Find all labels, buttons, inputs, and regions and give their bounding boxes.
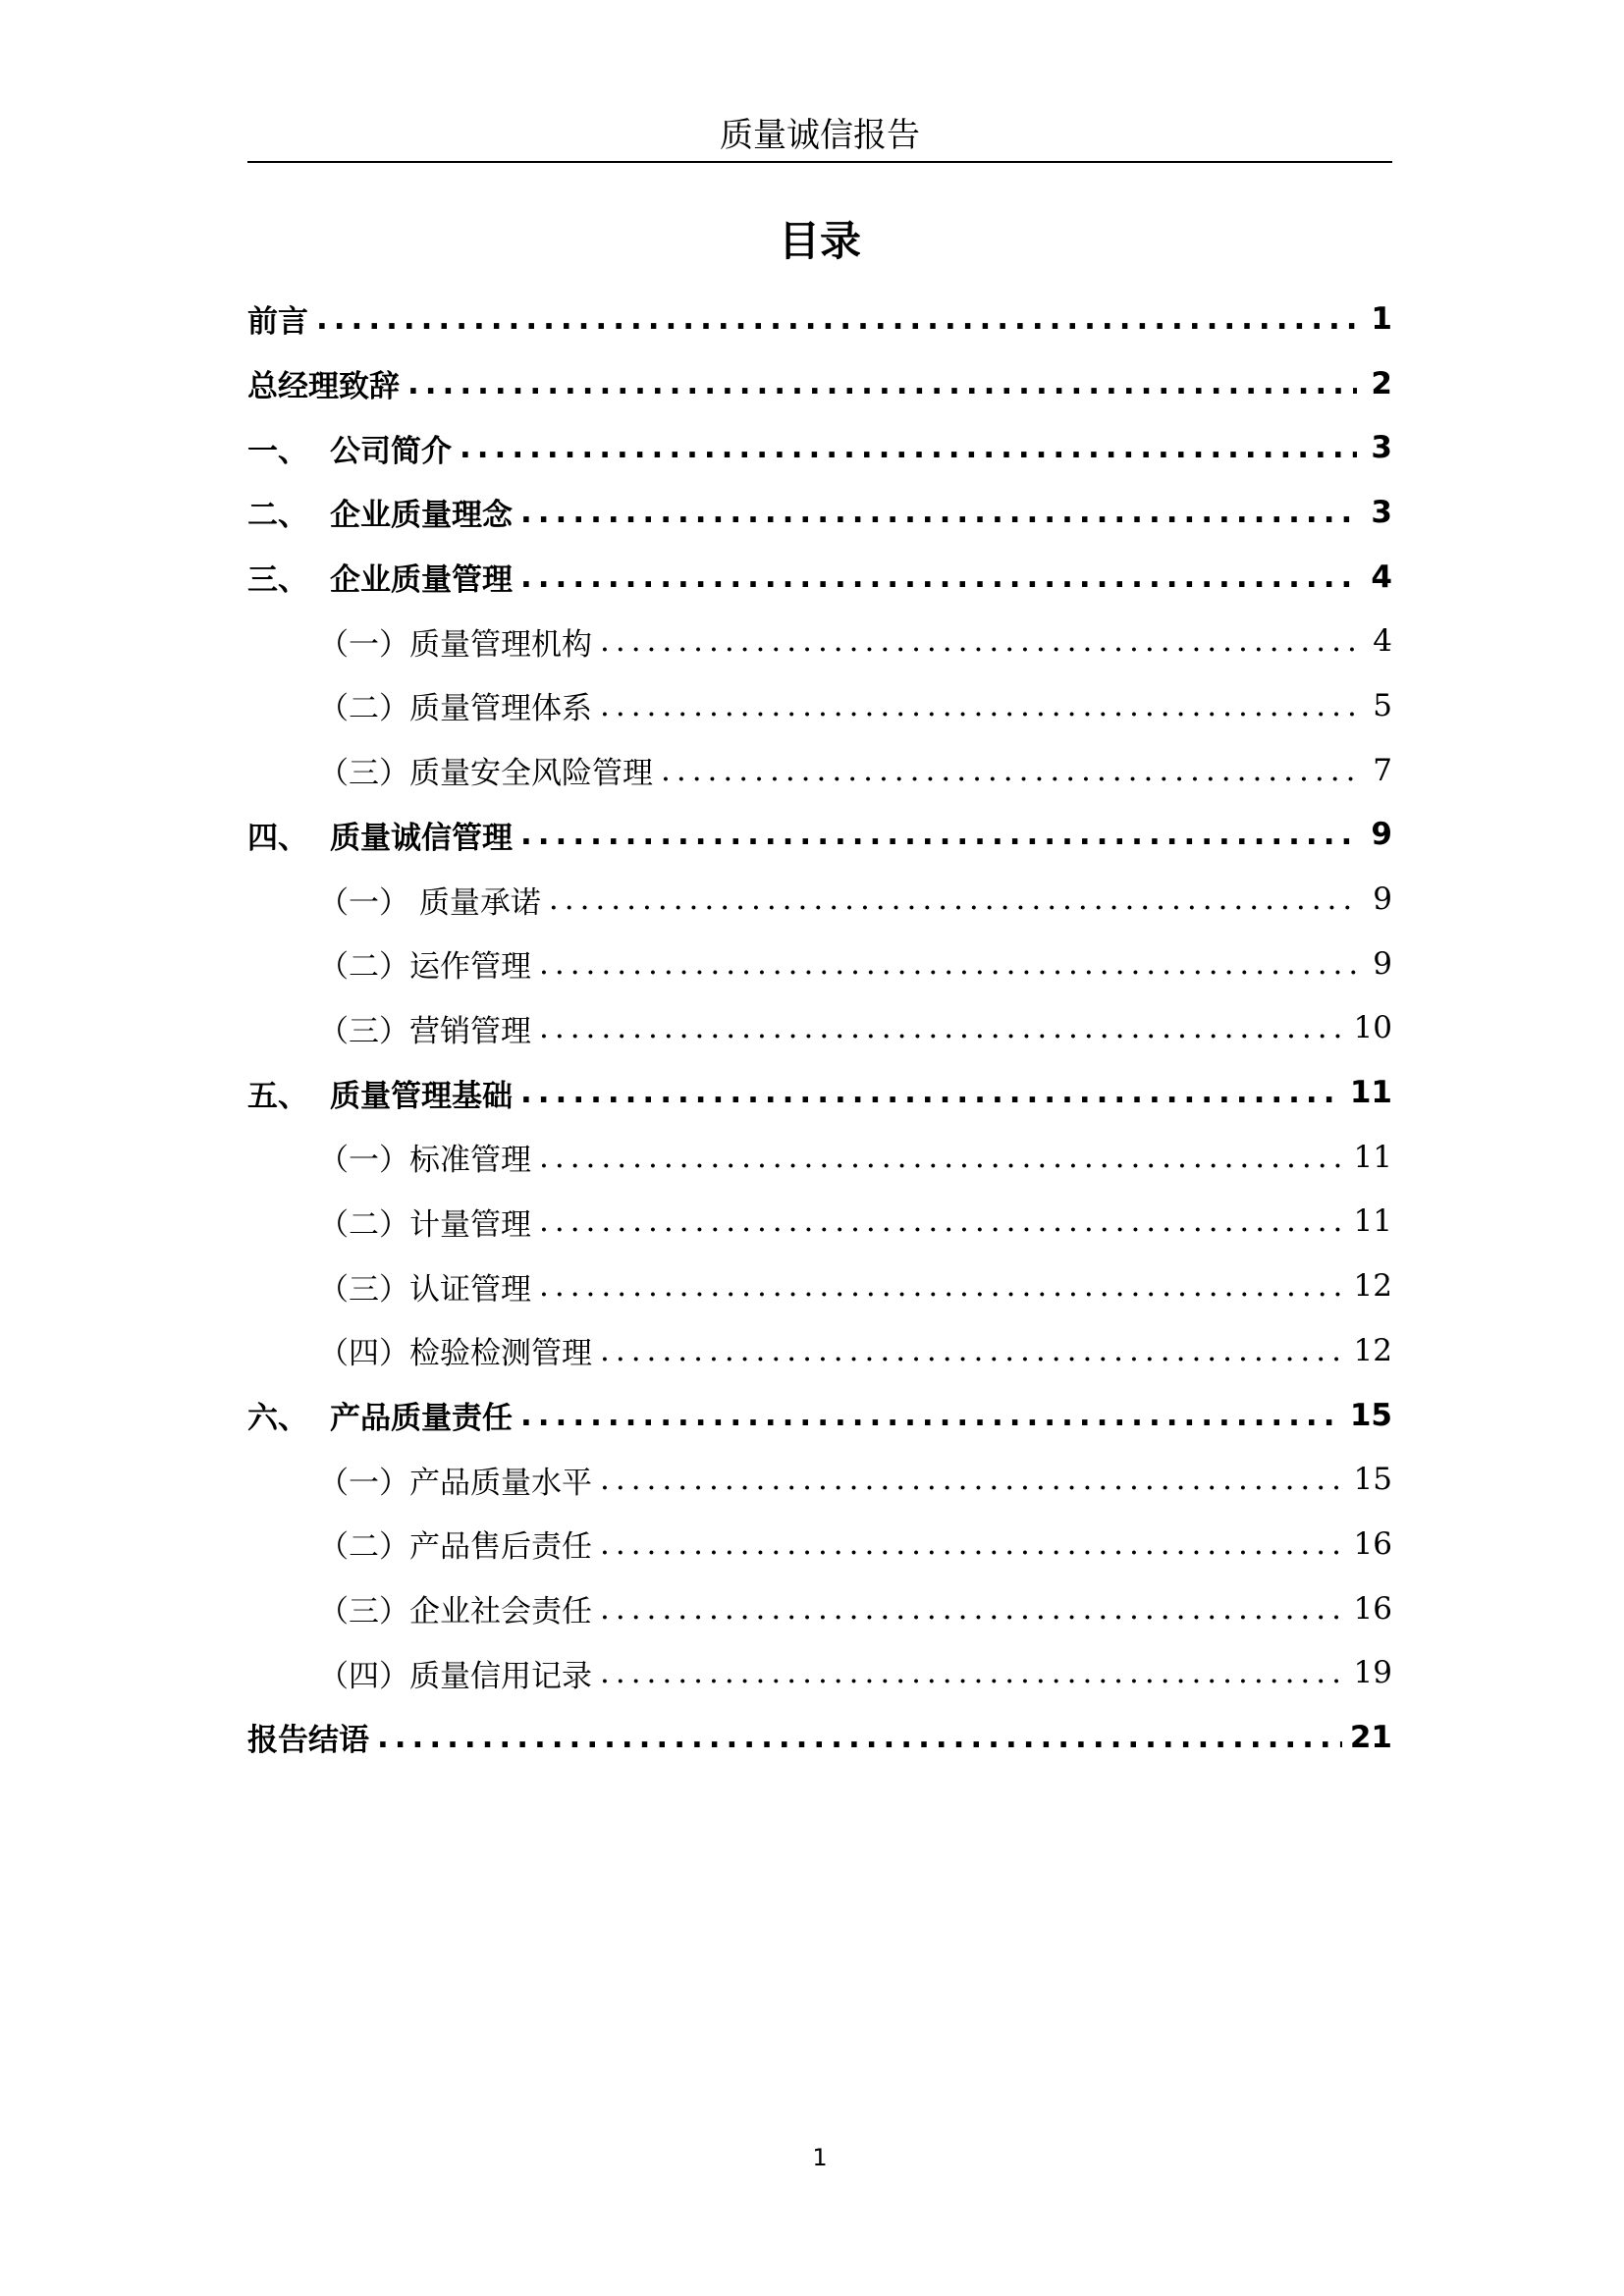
toc-dot-leader (600, 1462, 1346, 1497)
toc-entry-page: 9 (1371, 817, 1392, 853)
toc-entry-number: （三） (318, 756, 409, 792)
toc-entry-label: 公司简介 (330, 433, 452, 469)
toc-entry-page: 15 (1353, 1462, 1392, 1498)
toc-dot-leader (600, 1333, 1346, 1368)
toc-dot-leader (539, 1203, 1346, 1239)
toc-entry-page: 4 (1373, 623, 1392, 660)
toc-entry[interactable] (247, 738, 1392, 803)
toc-entry-label: 检验检测管理 (409, 1336, 592, 1372)
toc-entry[interactable] (247, 415, 1392, 480)
toc-entry-label: 质量承诺 (409, 884, 541, 921)
toc-entry-number: 一、 (247, 433, 308, 469)
toc-entry-number: （三） (318, 1013, 409, 1049)
toc-entry-page: 9 (1373, 945, 1392, 982)
toc-entry-label: 计量管理 (409, 1206, 531, 1243)
toc-entry[interactable] (247, 803, 1392, 868)
toc-dot-leader (316, 301, 1357, 337)
toc-entry-label: 报告结语 (247, 1723, 369, 1759)
toc-dot-leader (539, 1140, 1346, 1175)
toc-entry-label: 质量管理机构 (409, 626, 592, 663)
toc-entry-number: （一） (318, 1465, 409, 1501)
toc-entry-label: 前言 (247, 304, 308, 341)
toc-entry[interactable] (247, 287, 1392, 351)
toc-entry-page: 11 (1353, 1203, 1392, 1240)
toc-entry-page: 9 (1373, 881, 1392, 918)
toc-dot-leader (549, 881, 1357, 917)
toc-entry-page: 12 (1353, 1332, 1392, 1368)
toc-entry-label: 企业质量管理 (330, 562, 513, 599)
page-number: 1 (812, 2144, 828, 2171)
toc-title: 目录 (778, 217, 861, 265)
toc-entry[interactable] (247, 1383, 1392, 1448)
toc-entry[interactable] (247, 1705, 1392, 1770)
toc-dot-leader (539, 1268, 1346, 1304)
toc-entry[interactable] (247, 480, 1392, 545)
toc-entry-label: 产品质量责任 (330, 1401, 513, 1437)
toc-entry-label: 总经理致辞 (247, 369, 400, 405)
toc-entry-label: 产品售后责任 (409, 1529, 592, 1566)
toc-dot-leader (520, 495, 1357, 530)
toc-entry-label: 质量信用记录 (409, 1658, 592, 1694)
toc-entry-number: （二） (318, 949, 409, 986)
toc-entry[interactable] (247, 996, 1392, 1061)
toc-entry-number: （二） (318, 1206, 409, 1243)
toc-entry-page: 11 (1349, 1075, 1392, 1111)
toc-entry[interactable] (247, 545, 1392, 610)
toc-entry-number: （三） (318, 1594, 409, 1630)
toc-entry-number: （一） (318, 884, 409, 921)
toc-entry-number: （四） (318, 1336, 409, 1372)
toc-entry-page: 4 (1371, 559, 1392, 595)
toc-dot-leader (600, 1655, 1346, 1690)
toc-entry-page: 3 (1371, 494, 1392, 530)
toc-dot-leader (600, 1591, 1346, 1627)
toc-entry-page: 3 (1371, 430, 1392, 466)
toc-entry-label: 企业质量理念 (330, 498, 513, 534)
toc-entry[interactable] (247, 1576, 1392, 1641)
toc-dot-leader (539, 1010, 1346, 1045)
toc-entry-label: 标准管理 (409, 1143, 531, 1179)
toc-entry[interactable] (247, 1060, 1392, 1125)
toc-dot-leader (377, 1720, 1342, 1755)
toc-entry-page: 12 (1353, 1268, 1392, 1305)
toc-entry-label: 营销管理 (409, 1013, 531, 1049)
toc-entry[interactable] (247, 1640, 1392, 1705)
toc-entry-number: （二） (318, 691, 409, 727)
toc-entry[interactable] (247, 1512, 1392, 1576)
toc-entry-number: （一） (318, 626, 409, 663)
toc-entry-label: 质量安全风险管理 (409, 756, 653, 792)
toc-entry[interactable] (247, 1190, 1392, 1255)
toc-entry[interactable] (247, 1125, 1392, 1190)
toc-dot-leader (520, 1398, 1342, 1433)
toc-entry-page: 16 (1353, 1590, 1392, 1627)
table-of-contents (247, 287, 1392, 1770)
toc-entry-number: 六、 (247, 1401, 308, 1437)
toc-dot-leader (600, 688, 1357, 723)
toc-entry-label: 运作管理 (409, 949, 531, 986)
toc-entry-page: 7 (1373, 752, 1392, 788)
toc-entry-label: 产品质量水平 (409, 1465, 592, 1501)
toc-entry-page: 16 (1353, 1525, 1392, 1562)
toc-entry[interactable] (247, 1318, 1392, 1383)
header-rule (247, 161, 1392, 163)
toc-entry-page: 19 (1353, 1655, 1392, 1691)
toc-dot-leader (539, 946, 1357, 982)
toc-entry-number: （二） (318, 1529, 409, 1566)
toc-entry-label: 质量管理体系 (409, 691, 592, 727)
toc-entry[interactable] (247, 1447, 1392, 1512)
toc-entry[interactable] (247, 609, 1392, 673)
toc-dot-leader (520, 817, 1357, 852)
toc-dot-leader (520, 1075, 1342, 1110)
toc-entry-number: （一） (318, 1143, 409, 1179)
toc-entry[interactable] (247, 673, 1392, 738)
toc-dot-leader (520, 560, 1357, 595)
toc-dot-leader (600, 623, 1357, 659)
toc-dot-leader (460, 430, 1357, 465)
toc-entry-number: 五、 (247, 1078, 308, 1114)
toc-entry-number: （四） (318, 1658, 409, 1694)
toc-entry-number: （三） (318, 1271, 409, 1308)
toc-entry[interactable] (247, 867, 1392, 932)
toc-dot-leader (407, 366, 1357, 401)
toc-dot-leader (600, 1526, 1346, 1562)
toc-entry-number: 二、 (247, 498, 308, 534)
toc-entry[interactable] (247, 932, 1392, 996)
toc-entry-label: 质量管理基础 (330, 1078, 513, 1114)
toc-entry-label: 质量诚信管理 (330, 820, 513, 856)
running-header: 质量诚信报告 (720, 116, 920, 155)
toc-entry-page: 15 (1349, 1397, 1392, 1433)
toc-entry-number: 四、 (247, 820, 308, 856)
toc-entry-label: 认证管理 (409, 1271, 531, 1308)
toc-entry-label: 企业社会责任 (409, 1594, 592, 1630)
toc-entry-page: 21 (1349, 1719, 1392, 1755)
toc-entry-page: 2 (1371, 365, 1392, 401)
toc-entry[interactable] (247, 351, 1392, 416)
toc-entry-page: 11 (1353, 1139, 1392, 1175)
toc-entry-page: 10 (1353, 1010, 1392, 1046)
toc-dot-leader (661, 753, 1357, 788)
toc-entry[interactable] (247, 1254, 1392, 1318)
toc-entry-page: 1 (1371, 300, 1392, 337)
toc-entry-page: 5 (1373, 687, 1392, 723)
toc-entry-number: 三、 (247, 562, 308, 599)
